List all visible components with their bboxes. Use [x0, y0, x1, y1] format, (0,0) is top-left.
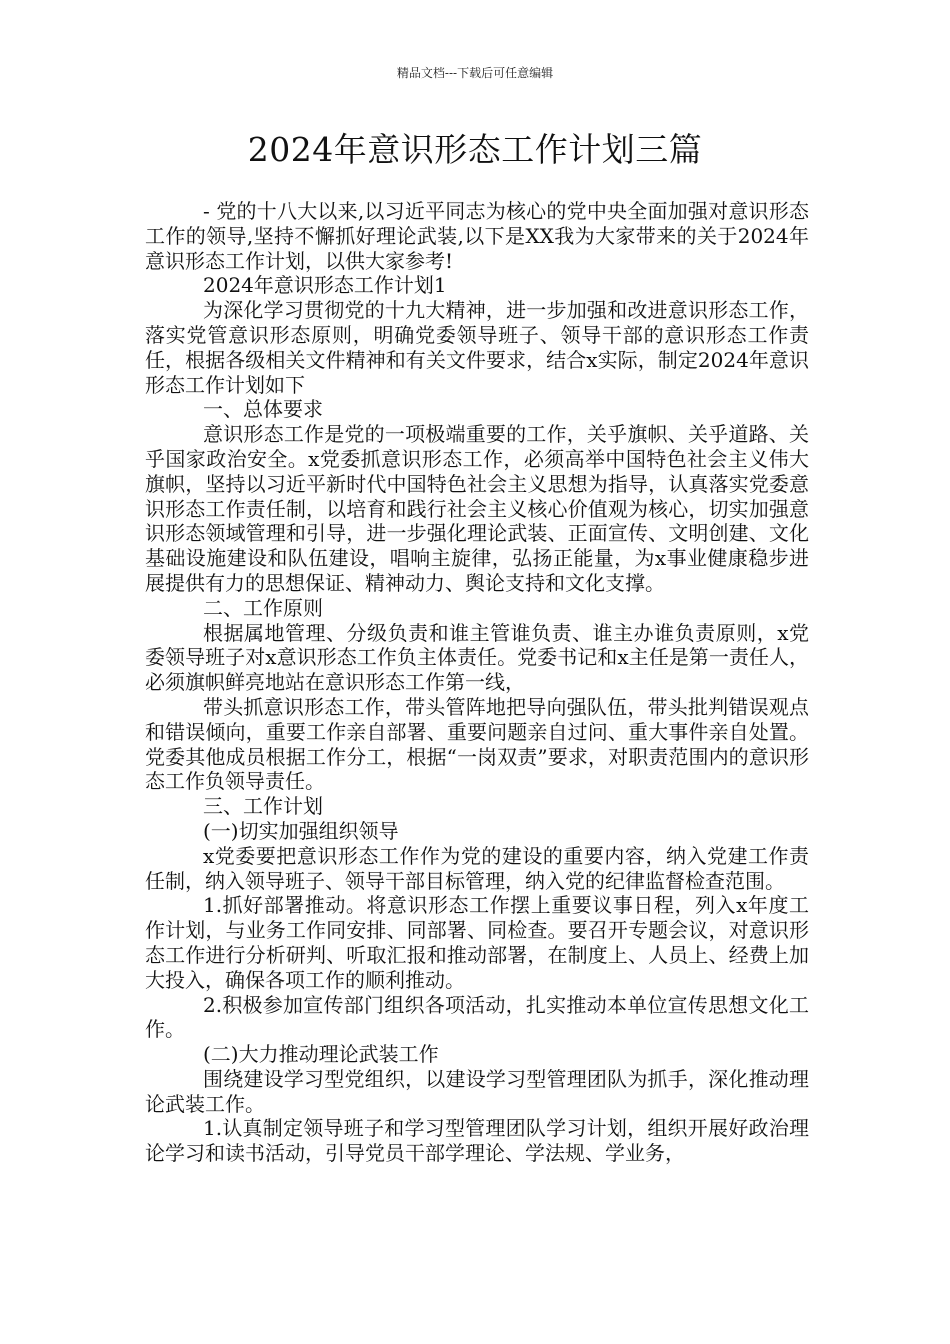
- activities-paragraph: 2.积极参加宣传部门组织各项活动，扎实推动本单位宣传思想文化工作。: [145, 992, 809, 1042]
- plan-1-heading: 2024年意识形态工作计划1: [203, 273, 447, 298]
- document-title: 2024年意识形态工作计划三篇: [247, 130, 703, 169]
- general-requirements-paragraph: 意识形态工作是党的一项极端重要的工作，关乎旗帜、关乎道路、关乎国家政治安全。x党委抓意识形态工作，必须高举中国特色社会主义伟大旗帜，坚持以习近平新时代中国特色社会主义思想为指导，认真落实党委意识形态工作责任制，以培育和践行社会主义核心价值观为核心，切实加强意识形态领域管理和引导，进一步强化理论武装、正面宣传、文明创建、文化基础设施建设和队伍建设，唱响主旋律，弘扬正能量，为x事业健康稳步进展提供有力的思想保证、精神动力、舆论支持和文化支撑。: [145, 422, 809, 595]
- section-heading-work-principles: 二、工作原则: [203, 595, 323, 620]
- work-principles-paragraph-2: 带头抓意识形态工作，带头管阵地把导向强队伍，带头批判错误观点和错误倾向，重要工作亲自部署、重要问题亲自过问、重大事件亲自处置。党委其他成员根据工作分工，根据“一岗双责”要求，对职责范围内的意识形态工作负领导责任。: [145, 694, 809, 794]
- document-body: [145, 199, 809, 1166]
- header-note: 精品文档---下载后可任意编辑: [396, 66, 554, 80]
- section-heading-work-plan: 三、工作计划: [203, 794, 323, 819]
- intro-paragraph: - 党的十八大以来,以习近平同志为核心的党中央全面加强对意识形态工作的领导,坚持不懈抓好理论武装,以下是XX我为大家带来的关于2024年意识形态工作计划，以供大家参考!: [145, 199, 809, 273]
- organization-paragraph: x党委要把意识形态工作作为党的建设的重要内容，纳入党建工作责任制，纳入领导班子、领导干部目标管理，纳入党的纪律监督检查范围。: [145, 843, 809, 893]
- section-heading-general-requirements: 一、总体要求: [203, 397, 323, 422]
- theory-paragraph: 围绕建设学习型党组织，以建设学习型管理团队为抓手，深化推动理论武装工作。: [145, 1066, 809, 1116]
- study-plan-paragraph: 1.认真制定领导班子和学习型管理团队学习计划，组织开展好政治理论学习和读书活动，引导党员干部学理论、学法规、学业务，: [145, 1116, 809, 1166]
- work-principles-paragraph-1: 根据属地管理、分级负责和谁主管谁负责、谁主办谁负责原则，x党委领导班子对x意识形态工作负主体责任。党委书记和x主任是第一责任人，必须旗帜鲜亮地站在意识形态工作第一线，: [145, 620, 809, 695]
- plan-1-intro-paragraph: 为深化学习贯彻党的十九大精神，进一步加强和改进意识形态工作，落实党管意识形态原则，明确党委领导班子、领导干部的意识形态工作责任，根据各级相关文件精神和有关文件要求，结合x实际，制定2024年意识形态工作计划如下: [145, 298, 809, 397]
- subsection-heading-theory: (二)大力推动理论武装工作: [203, 1042, 439, 1067]
- deployment-paragraph: 1.抓好部署推动。将意识形态工作摆上重要议事日程，列入x年度工作计划，与业务工作同安排、同部署、同检查。要召开专题会议，对意识形态工作进行分析研判、听取汇报和推动部署，在制度上、人员上、经费上加大投入，确保各项工作的顺利推动。: [145, 893, 809, 992]
- subsection-heading-organization: (一)切实加强组织领导: [203, 818, 399, 843]
